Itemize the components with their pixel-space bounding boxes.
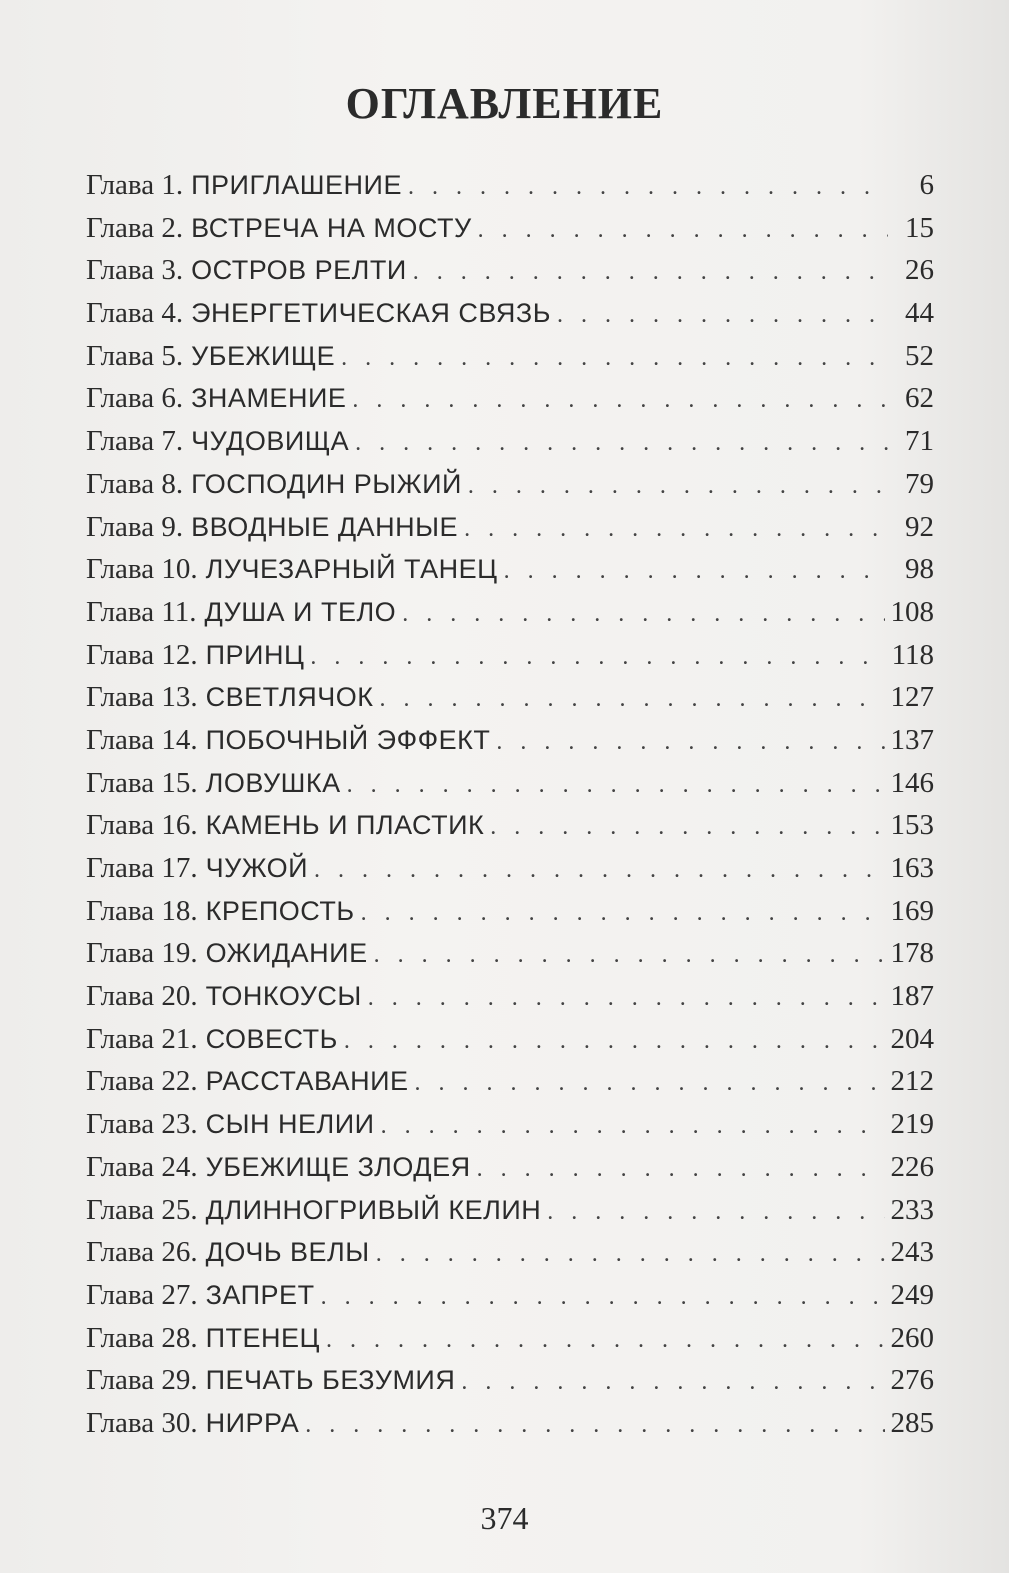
- chapter-page: 178: [890, 937, 934, 970]
- chapter-title: ЧУЖОЙ: [205, 853, 309, 883]
- chapter-title: ВСТРЕЧА НА МОСТУ: [191, 212, 472, 243]
- dot-leader: [374, 934, 885, 977]
- toc-entry: [86, 591, 934, 634]
- chapter-label: [86, 420, 349, 463]
- chapter-title: ПРИНЦ: [205, 639, 305, 670]
- toc-entry: [86, 377, 934, 420]
- chapter-label: [86, 1359, 455, 1402]
- dot-leader: [413, 251, 888, 294]
- chapter-number: Глава 16.: [86, 809, 198, 842]
- chapter-page: 233: [890, 1193, 934, 1226]
- chapter-number: Глава 4.: [86, 297, 184, 330]
- chapter-label: [86, 292, 551, 335]
- chapter-number: Глава 18.: [86, 894, 198, 927]
- dot-leader: [321, 1276, 885, 1319]
- chapter-title: ОЖИДАНИЕ: [205, 938, 368, 969]
- chapter-page: 285: [890, 1406, 934, 1439]
- chapter-page: 6: [919, 169, 934, 201]
- chapter-label: [86, 804, 484, 847]
- chapter-page: 226: [890, 1150, 934, 1183]
- chapter-page: 98: [905, 553, 934, 586]
- dot-leader: [381, 1105, 885, 1148]
- chapter-number: Глава 25.: [86, 1193, 198, 1226]
- chapter-label: [86, 1018, 338, 1061]
- toc-entry: [86, 975, 934, 1018]
- chapter-title: ЛУЧЕЗАРНЫЙ ТАНЕЦ: [205, 554, 498, 585]
- chapter-page: 243: [890, 1236, 934, 1269]
- chapter-title: УБЕЖИЩЕ: [191, 340, 336, 371]
- chapter-page: 219: [890, 1108, 934, 1141]
- chapter-title: ЭНЕРГЕТИЧЕСКАЯ СВЯЗЬ: [191, 298, 551, 329]
- chapter-label: [86, 207, 472, 250]
- chapter-title: СЫН НЕЛИИ: [205, 1109, 375, 1140]
- chapter-label: [86, 463, 462, 506]
- chapter-label: [86, 676, 373, 719]
- chapter-label: [86, 548, 498, 591]
- chapter-number: Глава 21.: [86, 1022, 198, 1055]
- chapter-page: 52: [905, 339, 934, 372]
- chapter-title: ЧУДОВИЩА: [191, 426, 350, 457]
- toc-entry: [86, 1402, 934, 1445]
- chapter-page: 79: [905, 467, 934, 500]
- toc-entry: [86, 1146, 934, 1189]
- dot-leader: [341, 337, 888, 380]
- chapter-title: РАССТАВАНИЕ: [205, 1066, 409, 1097]
- chapter-number: Глава 8.: [86, 467, 184, 500]
- chapter-page: 153: [890, 809, 934, 842]
- chapter-page: 92: [905, 510, 934, 543]
- dot-leader: [379, 678, 884, 721]
- toc-entry: [86, 463, 934, 506]
- chapter-number: Глава 23.: [86, 1108, 198, 1141]
- chapter-title: ЛОВУШКА: [205, 767, 341, 798]
- chapter-page: 71: [905, 425, 934, 458]
- dot-leader: [326, 1319, 884, 1362]
- chapter-page: 260: [890, 1321, 934, 1354]
- toc-entry: [86, 420, 934, 463]
- chapter-page: 62: [905, 382, 934, 415]
- dot-leader: [355, 422, 888, 465]
- chapter-number: Глава 13.: [86, 681, 198, 714]
- page-number: 374: [480, 1500, 529, 1536]
- chapter-page: 276: [890, 1364, 934, 1397]
- chapter-label: [86, 762, 341, 805]
- chapter-number: Глава 24.: [86, 1150, 198, 1183]
- dot-leader: [468, 465, 888, 508]
- chapter-label: [86, 377, 346, 420]
- chapter-title: ПОБОЧНЫЙ ЭФФЕКТ: [205, 724, 491, 755]
- toc-entry: [86, 634, 934, 677]
- chapter-number: Глава 5.: [86, 339, 184, 372]
- chapter-page: 204: [890, 1022, 934, 1055]
- dot-leader: [352, 379, 888, 422]
- chapter-label: [86, 890, 355, 933]
- toc-entry: [86, 1018, 934, 1061]
- dot-leader: [408, 166, 888, 209]
- chapter-page: 26: [905, 254, 934, 287]
- toc-entry: [86, 1189, 934, 1232]
- dot-leader: [464, 508, 888, 551]
- chapter-number: Глава 1.: [86, 169, 184, 201]
- chapter-number: Глава 20.: [86, 980, 198, 1013]
- dot-leader: [414, 1062, 884, 1105]
- dot-leader: [305, 1404, 884, 1447]
- chapter-number: Глава 15.: [86, 766, 198, 799]
- chapter-page: 44: [905, 297, 934, 330]
- chapter-number: Глава 12.: [86, 638, 198, 671]
- toc-entry: [86, 804, 934, 847]
- chapter-number: Глава 29.: [86, 1364, 198, 1397]
- toc-entry: [86, 1274, 934, 1317]
- dot-leader: [347, 764, 885, 807]
- toc-entry: [86, 548, 934, 591]
- chapter-label: [86, 1103, 375, 1146]
- chapter-label: [86, 634, 304, 677]
- chapter-label: [86, 335, 335, 378]
- chapter-label: [86, 1146, 471, 1189]
- chapter-label: [86, 1274, 315, 1317]
- chapter-label: [86, 1189, 541, 1232]
- toc-entry: [86, 676, 934, 719]
- dot-leader: [477, 1148, 885, 1191]
- chapter-page: 108: [890, 595, 934, 628]
- chapter-number: Глава 17.: [86, 852, 198, 884]
- chapter-page: 118: [891, 638, 934, 671]
- dot-leader: [504, 550, 888, 593]
- toc-entry: [86, 932, 934, 975]
- chapter-title: ДОЧЬ ВЕЛЫ: [205, 1237, 370, 1268]
- toc-entry: [86, 335, 934, 378]
- toc-entry: [86, 506, 934, 549]
- chapter-label: [86, 719, 490, 762]
- toc-entry: [86, 292, 934, 335]
- toc-entry: [86, 1060, 934, 1103]
- dot-leader: [547, 1191, 884, 1234]
- chapter-page: 146: [890, 766, 934, 799]
- dot-leader: [344, 1020, 885, 1063]
- chapter-label: [86, 1317, 320, 1360]
- chapter-title: ОСТРОВ РЕЛТИ: [191, 255, 407, 286]
- chapter-title: ПТЕНЕЦ: [205, 1322, 321, 1353]
- toc-entry: [86, 1103, 934, 1146]
- chapter-title: УБЕЖИЩЕ ЗЛОДЕЯ: [205, 1151, 471, 1182]
- toc-entry: [86, 847, 934, 890]
- chapter-number: Глава 7.: [86, 425, 184, 458]
- chapter-label: [86, 975, 362, 1018]
- chapter-label: [86, 932, 368, 975]
- chapter-number: Глава 3.: [86, 254, 184, 287]
- chapter-number: Глава 2.: [86, 211, 184, 244]
- chapter-page: 169: [890, 894, 934, 927]
- toc-entry: [86, 1317, 934, 1360]
- page-title: ОГЛАВЛЕНИЕ: [345, 79, 664, 128]
- chapter-title: ДЛИННОГРИВЫЙ КЕЛИН: [205, 1194, 542, 1225]
- chapter-title: КАМЕНЬ И ПЛАСТИК: [205, 810, 485, 841]
- chapter-title: СВЕТЛЯЧОК: [205, 682, 374, 713]
- chapter-label: [86, 1402, 299, 1445]
- dot-leader: [478, 209, 888, 252]
- chapter-number: Глава 11.: [86, 595, 197, 628]
- chapter-title: ДУША И ТЕЛО: [204, 596, 397, 627]
- chapter-title: НИРРА: [205, 1407, 300, 1438]
- dot-leader: [368, 977, 885, 1020]
- chapter-label: [86, 1231, 370, 1274]
- chapter-title: СОВЕСТЬ: [205, 1023, 338, 1054]
- chapter-title: ВВОДНЫЕ ДАННЫЕ: [191, 511, 459, 542]
- chapter-title: ПРИГЛАШЕНИЕ: [191, 170, 402, 200]
- toc-entry: [86, 1231, 934, 1274]
- chapter-page: 249: [890, 1278, 934, 1311]
- chapter-label: [86, 847, 308, 890]
- chapter-page: 212: [890, 1065, 934, 1098]
- table-of-contents: [86, 164, 934, 1445]
- chapter-label: [86, 506, 458, 549]
- chapter-title: ЗАПРЕТ: [205, 1279, 315, 1310]
- chapter-page: 187: [890, 980, 934, 1013]
- chapter-page: 137: [890, 723, 934, 756]
- dot-leader: [361, 892, 885, 935]
- chapter-title: ЗНАМЕНИЕ: [191, 383, 347, 414]
- chapter-title: ТОНКОУСЫ: [205, 981, 362, 1012]
- chapter-number: Глава 10.: [86, 553, 198, 586]
- toc-entry: [86, 164, 934, 207]
- dot-leader: [310, 636, 885, 679]
- dot-leader: [557, 294, 888, 337]
- chapter-number: Глава 30.: [86, 1406, 198, 1439]
- dot-leader: [461, 1361, 884, 1404]
- chapter-number: Глава 9.: [86, 510, 184, 543]
- chapter-number: Глава 6.: [86, 382, 184, 415]
- dot-leader: [314, 849, 884, 892]
- dot-leader: [496, 721, 884, 764]
- toc-entry: [86, 1359, 934, 1402]
- chapter-number: Глава 14.: [86, 723, 198, 756]
- chapter-page: 15: [905, 211, 934, 244]
- chapter-label: [86, 164, 402, 207]
- chapter-number: Глава 19.: [86, 937, 198, 970]
- chapter-title: ПЕЧАТЬ БЕЗУМИЯ: [205, 1365, 456, 1396]
- chapter-label: [86, 249, 407, 292]
- toc-entry: [86, 207, 934, 250]
- chapter-title: КРЕПОСТЬ: [205, 895, 355, 926]
- toc-entry: [86, 890, 934, 933]
- dot-leader: [376, 1233, 885, 1276]
- chapter-page: 127: [890, 681, 934, 714]
- chapter-number: Глава 22.: [86, 1065, 198, 1098]
- chapter-label: [86, 1060, 408, 1103]
- chapter-number: Глава 26.: [86, 1236, 198, 1269]
- chapter-page: 163: [890, 852, 934, 884]
- chapter-title: ГОСПОДИН РЫЖИЙ: [191, 468, 462, 499]
- toc-entry: [86, 249, 934, 292]
- chapter-number: Глава 27.: [86, 1278, 198, 1311]
- toc-entry: [86, 762, 934, 805]
- chapter-label: [86, 591, 396, 634]
- toc-entry: [86, 719, 934, 762]
- chapter-number: Глава 28.: [86, 1321, 198, 1354]
- dot-leader: [402, 593, 884, 636]
- dot-leader: [490, 806, 884, 849]
